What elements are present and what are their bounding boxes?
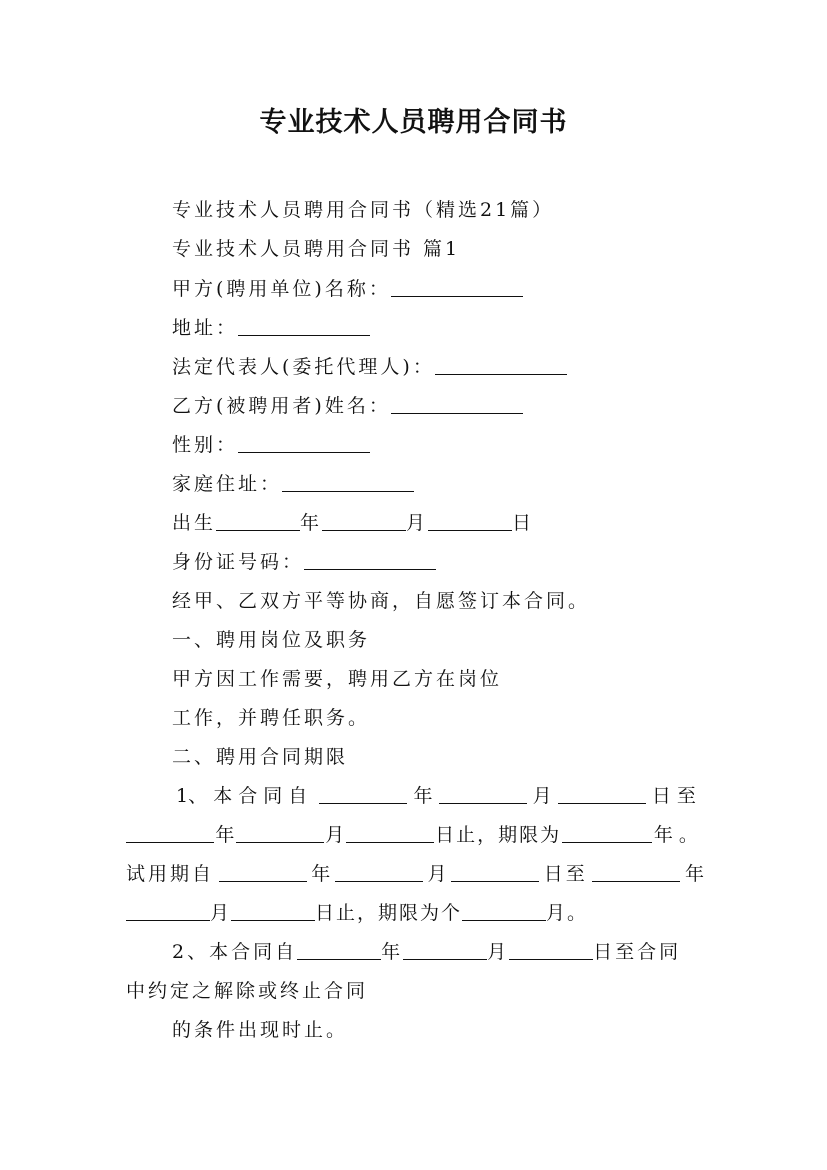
birth-line bbox=[172, 510, 534, 536]
item1-start-year-blank bbox=[319, 783, 407, 804]
birth-label: 出生 bbox=[172, 512, 217, 534]
party-a-label: 甲方(聘用单位)名称： bbox=[172, 278, 391, 300]
trial-end: 日止，期限为个 bbox=[315, 902, 463, 924]
item1-prefix: 1、 bbox=[176, 785, 208, 807]
gender-blank bbox=[238, 432, 370, 453]
legal-rep-blank bbox=[435, 354, 567, 375]
section1-text2: 工作，并聘任职务。 bbox=[172, 707, 371, 729]
trial-start-year-blank bbox=[219, 861, 307, 882]
address-label: 地址： bbox=[172, 317, 239, 339]
id-number-label: 身份证号码： bbox=[172, 551, 305, 573]
birth-year-blank bbox=[216, 510, 300, 531]
home-address-blank bbox=[282, 471, 414, 492]
section-heading: 专业技术人员聘用合同书 篇1 bbox=[172, 238, 461, 260]
item1-start-day-blank bbox=[558, 783, 646, 804]
id-number-blank bbox=[304, 549, 436, 570]
party-b-label: 乙方(被聘用者)姓名： bbox=[172, 395, 391, 417]
address-blank bbox=[238, 315, 370, 336]
document-title: 专业技术人员聘用合同书 bbox=[259, 107, 568, 138]
gender-line bbox=[172, 432, 370, 458]
item2-text-a: 2、本合同自 bbox=[172, 941, 298, 963]
trial-start-month: 月 bbox=[427, 863, 447, 885]
item1-end-year-blank bbox=[126, 822, 214, 843]
legal-rep-line bbox=[172, 354, 567, 380]
trial-end-year: 年 bbox=[684, 863, 704, 885]
trial-end-month-blank bbox=[126, 900, 210, 921]
item1-end-month-blank bbox=[236, 822, 324, 843]
item1-end-month: 月 bbox=[325, 824, 345, 846]
item1-start-month-blank bbox=[439, 783, 527, 804]
item1-trial: 试用期自 bbox=[126, 863, 215, 885]
party-a-line bbox=[172, 276, 523, 302]
item1-end-year: 年 bbox=[215, 824, 235, 846]
trial-end-day-blank bbox=[231, 900, 315, 921]
trial-start-year: 年 bbox=[311, 863, 331, 885]
item2-text-b: 日至合同 bbox=[593, 941, 682, 963]
item1-start-month: 月 bbox=[532, 785, 552, 807]
item1-start-year: 年 bbox=[413, 785, 433, 807]
item1-year-end: 年。 bbox=[653, 824, 704, 846]
item1-line3 bbox=[126, 861, 704, 887]
section1-text1: 甲方因工作需要，聘用乙方在岗位 bbox=[172, 668, 503, 690]
id-number-line bbox=[172, 549, 436, 575]
trial-start-day-blank bbox=[451, 861, 539, 882]
party-b-line bbox=[172, 393, 523, 419]
trial-period-blank bbox=[462, 900, 546, 921]
birth-day-label: 日 bbox=[512, 512, 535, 534]
item2-year: 年 bbox=[381, 941, 404, 963]
birth-day-blank bbox=[428, 510, 512, 531]
birth-year-label: 年 bbox=[300, 512, 323, 534]
item2-line2: 中约定之解除或终止合同 bbox=[126, 980, 369, 1002]
item1-period-blank bbox=[562, 822, 652, 843]
item2-month: 月 bbox=[487, 941, 510, 963]
item1-from: 本合同自 bbox=[213, 785, 314, 807]
address-line bbox=[172, 315, 370, 341]
birth-month-blank bbox=[322, 510, 406, 531]
item2-line3: 的条件出现时止。 bbox=[172, 1019, 349, 1041]
home-address-label: 家庭住址： bbox=[172, 473, 283, 495]
item1-line1 bbox=[176, 783, 702, 809]
trial-end-month: 月 bbox=[210, 902, 232, 924]
item1-line4 bbox=[126, 900, 588, 926]
home-address-line bbox=[172, 471, 414, 497]
item1-day-end: 日止，期限为 bbox=[435, 824, 562, 846]
item1-end-day-blank bbox=[346, 822, 434, 843]
birth-month-label: 月 bbox=[406, 512, 429, 534]
trial-start-month-blank bbox=[335, 861, 423, 882]
item1-day-to: 日至 bbox=[651, 785, 702, 807]
item2-month-blank bbox=[403, 939, 487, 960]
item2-line1 bbox=[172, 939, 681, 965]
party-b-blank bbox=[391, 393, 523, 414]
section1-heading: 一、聘用岗位及职务 bbox=[172, 629, 371, 651]
item2-year-blank bbox=[297, 939, 381, 960]
trial-month-end: 月。 bbox=[546, 902, 589, 924]
section2-heading: 二、聘用合同期限 bbox=[172, 746, 349, 768]
trial-day-to: 日至 bbox=[543, 863, 588, 885]
intro-line: 专业技术人员聘用合同书（精选21篇） bbox=[172, 199, 555, 221]
gender-label: 性别： bbox=[172, 434, 239, 456]
item1-line2 bbox=[126, 822, 704, 848]
agreement-line: 经甲、乙双方平等协商，自愿签订本合同。 bbox=[172, 590, 591, 612]
party-a-blank bbox=[391, 276, 523, 297]
item2-day-blank bbox=[509, 939, 593, 960]
legal-rep-label: 法定代表人(委托代理人)： bbox=[172, 356, 435, 378]
trial-end-year-blank bbox=[592, 861, 680, 882]
